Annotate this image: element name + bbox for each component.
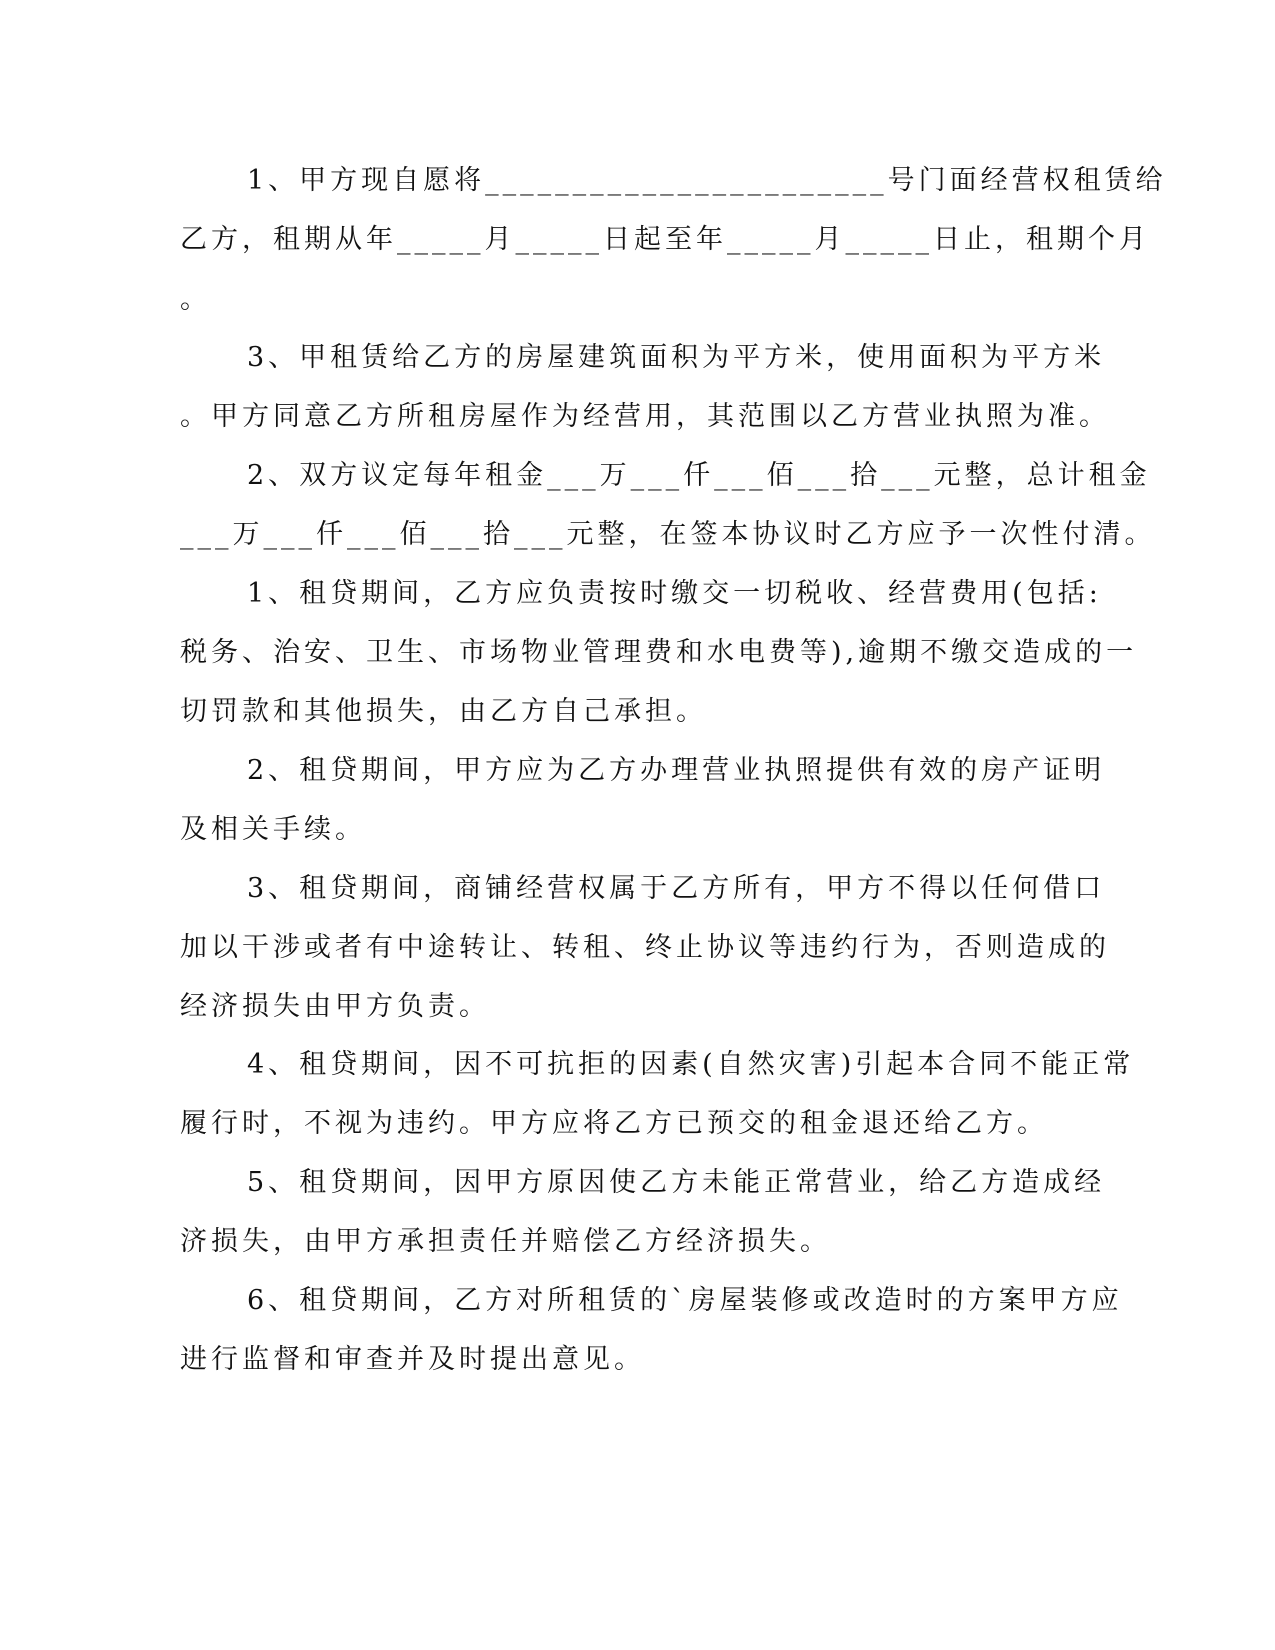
- text-line: 。: [180, 284, 211, 315]
- text-line: 经济损失由甲方负责。: [180, 991, 490, 1022]
- text-line: 进行监督和审查并及时提出意见。: [180, 1344, 645, 1375]
- text-line: 3、甲租赁给乙方的房屋建筑面积为平方米，使用面积为平方米: [247, 342, 1106, 373]
- text-line: 4、租贷期间，因不可抗拒的因素(自然灾害)引起本合同不能正常: [247, 1049, 1135, 1080]
- text-line: 1、甲方现自愿将_______________________号门面经营权租赁给: [247, 165, 1167, 196]
- text-line: 2、双方议定每年租金___万___仟___佰___拾___元整，总计租金: [247, 460, 1151, 491]
- text-line: 乙方，租期从年_____月_____日起至年_____月_____日止，租期个月: [180, 224, 1150, 255]
- text-line: 3、租贷期间，商铺经营权属于乙方所有，甲方不得以任何借口: [247, 873, 1106, 904]
- text-line: 履行时，不视为违约。甲方应将乙方已预交的租金退还给乙方。: [180, 1108, 1048, 1139]
- text-line: 1、租贷期间，乙方应负责按时缴交一切税收、经营费用(包括:: [247, 578, 1102, 609]
- text-line: 及相关手续。: [180, 814, 366, 845]
- text-line: 切罚款和其他损失，由乙方自己承担。: [180, 696, 707, 727]
- text-line: 2、租贷期间，甲方应为乙方办理营业执照提供有效的房产证明: [247, 755, 1106, 786]
- text-line: 。甲方同意乙方所租房屋作为经营用，其范围以乙方营业执照为准。: [180, 401, 1110, 432]
- text-line: 税务、治安、卫生、市场物业管理费和水电费等),逾期不缴交造成的一: [180, 637, 1138, 668]
- text-line: 5、租贷期间，因甲方原因使乙方未能正常营业，给乙方造成经: [247, 1167, 1106, 1198]
- text-line: 加以干涉或者有中途转让、转租、终止协议等违约行为，否则造成的: [180, 932, 1110, 963]
- text-line: 6、租贷期间，乙方对所租赁的`房屋装修或改造时的方案甲方应: [247, 1285, 1123, 1316]
- text-line: ___万___仟___佰___拾___元整，在签本协议时乙方应予一次性付清。: [180, 519, 1156, 550]
- text-line: 济损失，由甲方承担责任并赔偿乙方经济损失。: [180, 1226, 831, 1257]
